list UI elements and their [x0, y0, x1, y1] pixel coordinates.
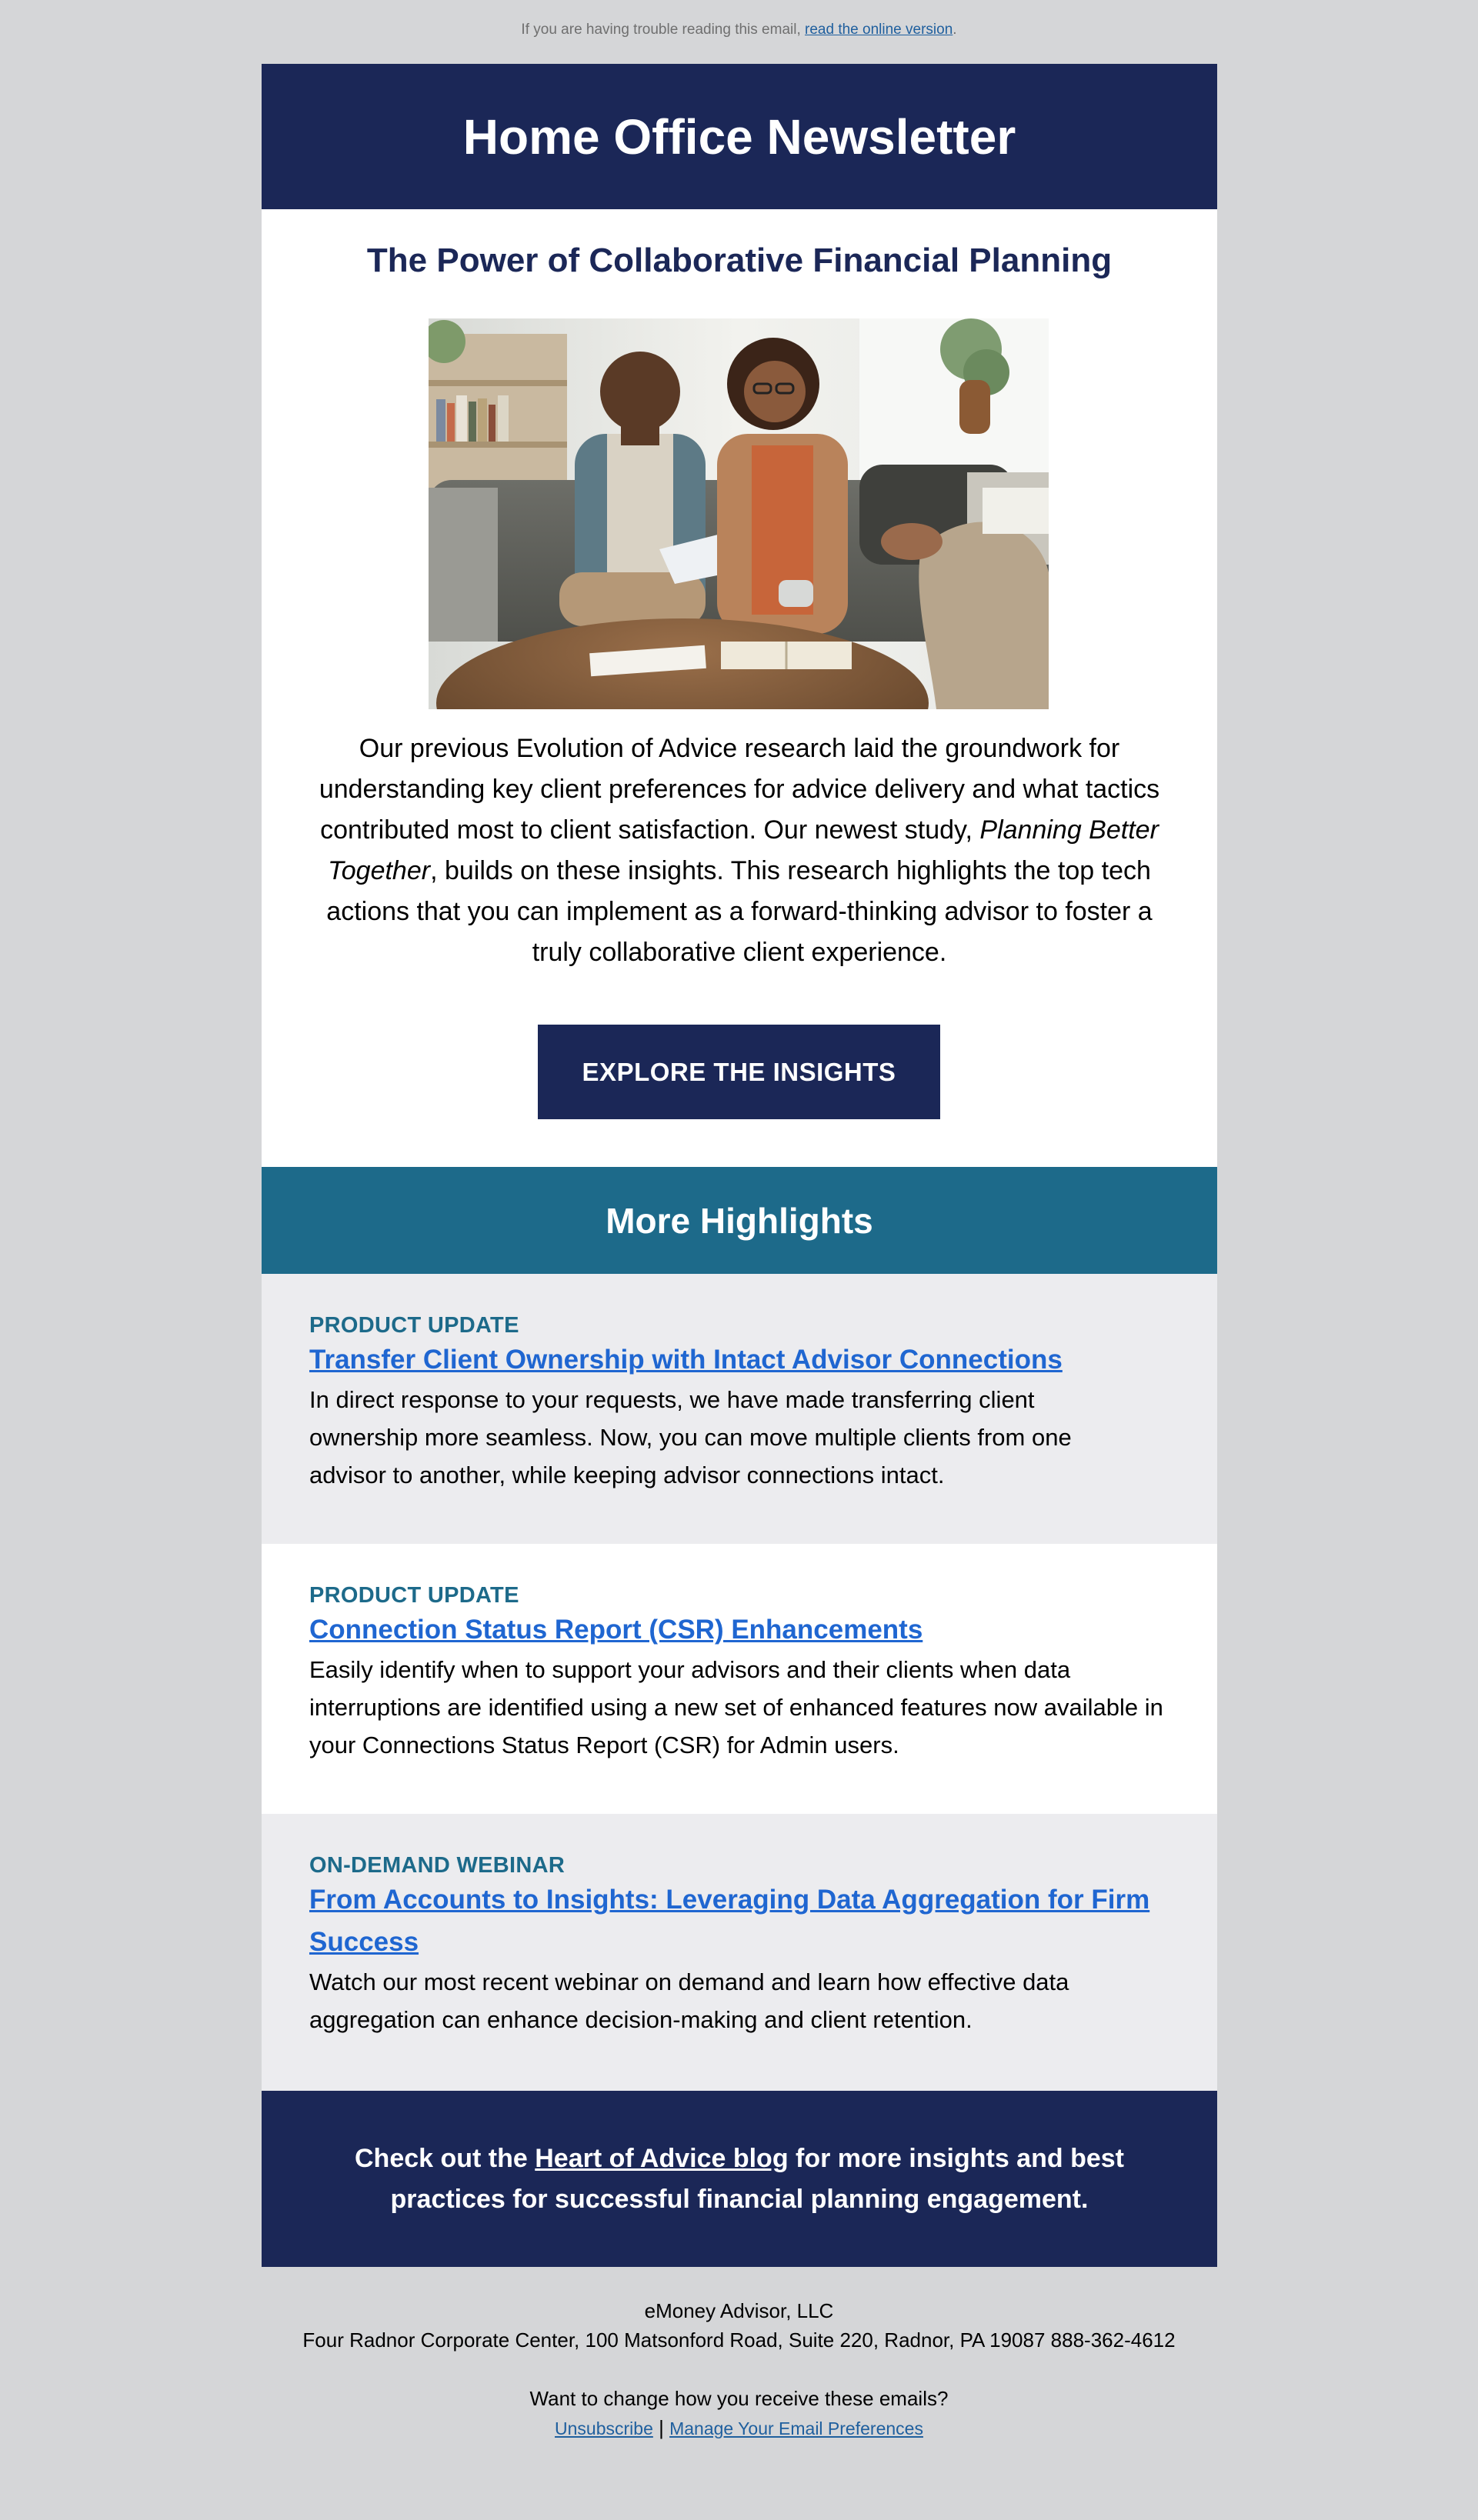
preheader-suffix: .	[953, 22, 957, 38]
unsubscribe-link[interactable]: Unsubscribe	[555, 2418, 653, 2438]
highlight-item	[262, 1544, 1217, 1814]
hero-title: The Power of Collaborative Financial Planning	[366, 242, 1113, 279]
blog-suffix: for more insights and best practices for successful financial planning engagement.	[390, 2143, 1124, 2214]
blog-prefix: Check out the	[355, 2143, 535, 2173]
blog-callout	[262, 2091, 1217, 2267]
email-container	[262, 64, 1217, 2267]
highlight-description: Watch our most recent webinar on demand and learn how effective data aggregation can enhance decision-making and client retention.	[309, 1968, 1069, 2033]
newsletter-title: Home Office Newsletter	[462, 108, 1016, 165]
more-highlights-banner	[262, 1167, 1217, 1274]
more-highlights-heading: More Highlights	[606, 1200, 873, 1241]
footer-link-separator: |	[652, 2416, 670, 2439]
hero-photo[interactable]	[429, 318, 1049, 709]
preheader	[0, 22, 1478, 38]
email-footer	[0, 2296, 1478, 2443]
blog-callout-text	[355, 2138, 1124, 2220]
highlight-category: PRODUCT UPDATE	[309, 1313, 519, 1338]
hero-body	[306, 728, 1173, 973]
manage-preferences-link[interactable]: Manage Your Email Preferences	[669, 2418, 923, 2438]
company-name: eMoney Advisor, LLC	[644, 2299, 834, 2322]
highlight-title-link[interactable]: Transfer Client Ownership with Intact Advisor Connections	[309, 1345, 1063, 1375]
newsletter-header	[262, 64, 1217, 209]
highlight-category: ON-DEMAND WEBINAR	[309, 1853, 566, 1878]
highlight-category: PRODUCT UPDATE	[309, 1583, 519, 1608]
company-address: Four Radnor Corporate Center, 100 Matsonford Road, Suite 220, Radnor, PA 19087 888-362-4612	[302, 2328, 1176, 2352]
online-version-link[interactable]: read the online version	[805, 22, 953, 38]
hero-body-study-name: Planning Better Together	[328, 815, 1159, 885]
highlight-description: Easily identify when to support your advisors and their clients when data interruptions are identified using a new set of enhanced features now available in your Connections Status Report (CSR) for Admin users.	[309, 1656, 1163, 1758]
hero-body-part-2: , builds on these insights. This research highlights the top tech actions that you can implement as a forward-thinking advisor to foster a truly collaborative client experience.	[326, 856, 1153, 967]
highlight-title-link[interactable]: From Accounts to Insights: Leveraging Data Aggregation for Firm Success	[309, 1885, 1150, 1957]
hero-section	[262, 209, 1217, 1167]
explore-insights-button[interactable]: EXPLORE THE INSIGHTS	[538, 1025, 940, 1119]
highlight-title-link[interactable]: Connection Status Report (CSR) Enhancements	[309, 1615, 923, 1645]
footer-links	[0, 2413, 1478, 2443]
preferences-prompt: Want to change how you receive these emails?	[529, 2387, 949, 2410]
hero-body-part-1: Our previous Evolution of Advice research laid the groundwork for understanding key client preferences for advice delivery and what tactics contributed most to client satisfaction. Our newest study,	[319, 734, 1160, 845]
preheader-text: If you are having trouble reading this email,	[521, 22, 806, 38]
highlight-description: In direct response to your requests, we have made transferring client ownership more seamless. Now, you can move multiple clients from one advisor to another, while keeping advisor connections intact.	[309, 1386, 1072, 1488]
heart-of-advice-blog-link[interactable]: Heart of Advice blog	[535, 2143, 789, 2173]
highlight-item	[262, 1814, 1217, 2091]
highlight-item	[262, 1274, 1217, 1544]
